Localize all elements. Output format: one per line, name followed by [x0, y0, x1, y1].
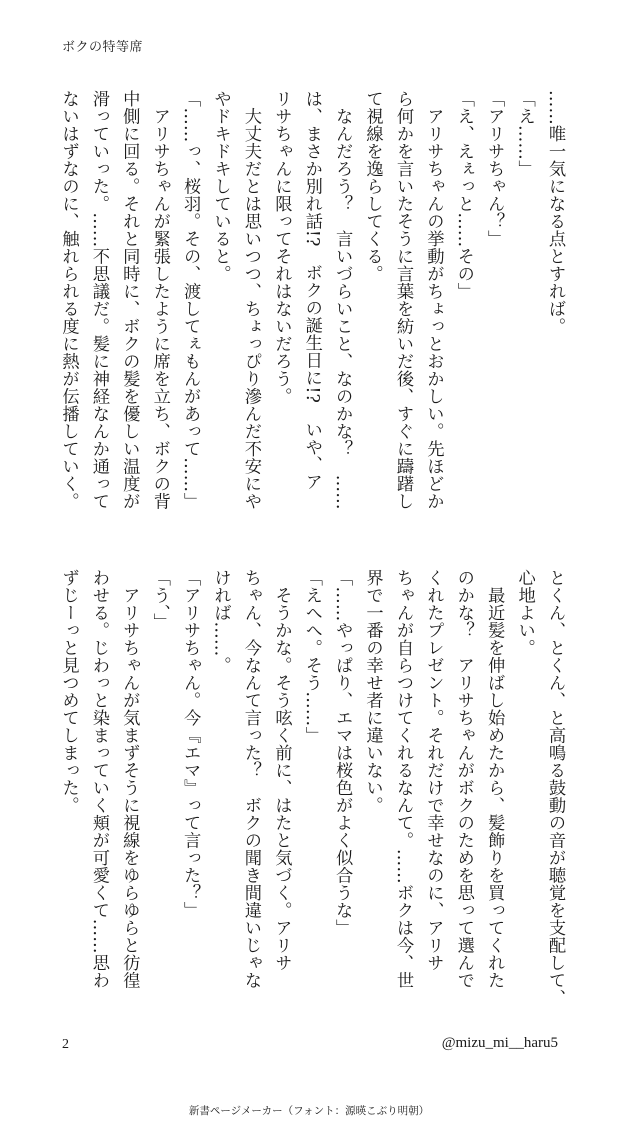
text-line: 界で一番の幸せ者に違いない。: [362, 569, 383, 814]
text-line: 「……っ、桜羽。その、渡してぇもんがあって……」: [180, 90, 201, 510]
top-text-block: [58, 90, 570, 522]
text-line: 「……やっぱり、エマは桜色がよく似合うな」: [332, 569, 353, 937]
text-line: アリサちゃんの挙動がちょっとおかしい。先ほどか: [423, 90, 444, 510]
footer-credit: 新書ページメーカー（フォント：源暎こぶり明朝）: [188, 1105, 430, 1117]
text-line: やドキドキしていると。: [210, 90, 231, 283]
text-line: のかな？ アリサちゃんがボクのためを思って選んで: [453, 569, 474, 989]
text-line: 「えへへ。そう……」: [301, 569, 322, 744]
text-line: は、まさか別れ話!? ボクの誕生日に!? いや、ア: [301, 90, 322, 491]
text-line: 「アリサちゃん？」: [484, 90, 505, 248]
author-handle: @mizu_mi__haru5: [441, 1035, 558, 1051]
text-line: 「え……」: [514, 90, 535, 178]
text-line: わせる。じわっと染まっていく頬が可愛くて……思わ: [88, 569, 109, 989]
text-line: とくん、とくん、と高鳴る鼓動の音が聴覚を支配して、: [545, 569, 565, 1007]
bottom-text-block: [58, 569, 570, 1007]
text-line: 最近髪を伸ばし始めたから、髪飾りを買ってくれた: [484, 569, 505, 989]
text-line: なんだろう？ 言いづらいこと、なのかな？ ……: [332, 90, 353, 510]
text-line: くれたプレゼント。それだけで幸せなのに、アリサ: [423, 569, 444, 972]
text-line: ら何かを言いたそうに言葉を紡いだ後、すぐに躊躇し: [392, 90, 413, 510]
text-line: リサちゃんに限ってそれはないだろう。: [271, 90, 292, 405]
text-line: ないはずなのに、触れられる度に熱が伝播していく。: [58, 90, 79, 510]
text-line: 「え、えぇっと……その」: [453, 90, 474, 300]
text-line: ずじーっと見つめてしまった。: [58, 569, 79, 814]
text-line: そうかな。そう呟く前に、はたと気づく。アリサ: [271, 569, 292, 972]
text-line: 心地よい。: [514, 569, 535, 657]
text-line: 大丈夫だとは思いつつ、ちょっぴり滲んだ不安にや: [240, 90, 261, 510]
text-line: 「う、」: [149, 569, 170, 631]
text-line: ちゃん、今なんて言った？ ボクの聞き間違いじゃな: [240, 569, 261, 989]
page-number: 2: [62, 1037, 69, 1052]
text-line: 中側に回る。それと同時に、ボクの髪を優しい温度が: [119, 90, 140, 510]
text-line: ちゃんが自らつけてくれるなんて。……ボクは今、世: [392, 569, 413, 989]
page-header-title: ボクの特等席: [62, 40, 144, 55]
text-line: て視線を逸らしてくる。: [362, 90, 383, 283]
text-line: 「アリサちゃん。今『エマ』って言った？」: [180, 569, 201, 919]
text-line: ……唯一気になる点とすれば。: [545, 90, 565, 335]
text-line: アリサちゃんが気まずそうに視線をゆらゆらと彷徨: [119, 569, 140, 989]
text-line: 滑っていった。……不思議だ。髪に神経なんか通って: [88, 90, 109, 510]
text-line: ければ……。: [210, 569, 231, 674]
text-line: アリサちゃんが緊張したように席を立ち、ボクの背: [149, 90, 170, 510]
